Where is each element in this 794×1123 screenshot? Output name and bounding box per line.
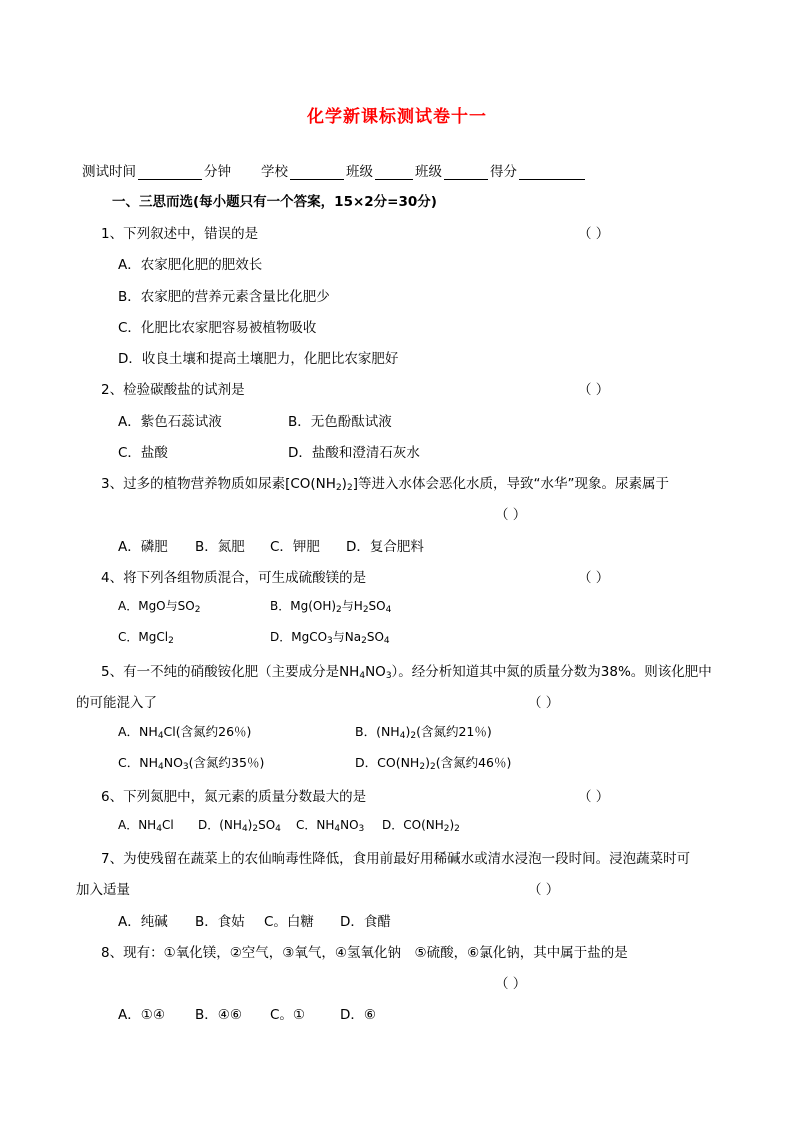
- minutes-label: 分钟: [204, 164, 231, 180]
- q5-d-text: D．CO(NH: [355, 755, 420, 770]
- question-7-stem: 7、为使残留在蔬菜上的农仙晌毒性降低，食用前最好用稀碱水或清水浸泡一段时间。浸泡蔬菜时可: [101, 851, 691, 867]
- q5-option-b[interactable]: B．$(NH_4)_2$(含氮约21％): [355, 724, 492, 741]
- q4-option-c[interactable]: C．MgCl$_2$: [118, 630, 174, 646]
- q6-d-text: D．CO(NH: [382, 818, 444, 832]
- q4-option-b[interactable]: B．$Mg(OH)_2$与$H_2SO_4$: [270, 599, 392, 615]
- q5-c-text: (含氮约35％): [188, 755, 265, 770]
- class-label-2: 班级: [415, 164, 442, 180]
- question-1-stem: 1、下列叙述中，错误的是: [101, 226, 259, 242]
- q6-b-text: SO: [258, 818, 276, 832]
- question-5-stem: 5、有一不纯的硝酸铵化肥（主要成分是$NH_4NO_3$）。经分析知道其中氮的质量分数为38%。则该化肥中: [101, 664, 712, 681]
- q5-a-text: Cl(含氮约26％): [163, 724, 252, 739]
- time-blank[interactable]: [138, 165, 202, 180]
- answer-paren-7[interactable]: （ ）: [528, 882, 560, 898]
- question-7-stem-wrap: 加入适量: [76, 882, 130, 898]
- q8-option-d[interactable]: D．⑥: [340, 1007, 376, 1023]
- q4-d-text: D．MgCO: [270, 630, 328, 644]
- q3-option-d[interactable]: D．复合肥料: [346, 539, 424, 555]
- q3-stem-part: 3、过多的植物营养物质如尿素[CO(NH: [101, 476, 336, 492]
- class-blank-1[interactable]: [375, 165, 413, 180]
- answer-paren-5[interactable]: （ ）: [528, 695, 560, 711]
- q1-option-d[interactable]: D．收良土壤和提高土壤肥力，化肥比农家肥好: [118, 351, 399, 367]
- q7-option-c[interactable]: C。白糖: [264, 914, 314, 930]
- q8-option-a[interactable]: A．①④: [118, 1007, 165, 1023]
- q4-option-d[interactable]: D．MgCO$_3$与$Na_2SO_4$: [270, 630, 390, 646]
- q5-c-text: NO: [163, 755, 183, 770]
- class-blank-2[interactable]: [444, 165, 488, 180]
- q3-option-a[interactable]: A．磷肥: [118, 539, 168, 555]
- q5-option-a[interactable]: A．$NH_4Cl$(含氮约26％): [118, 724, 252, 741]
- q6-a-text: Cl: [161, 818, 174, 832]
- page-title: 化学新课标测试卷十一: [307, 107, 487, 127]
- q6-d-text: ): [449, 818, 455, 832]
- q4-c-text: C．MgCl: [118, 630, 169, 644]
- question-5-stem-wrap: 的可能混入了: [76, 695, 157, 711]
- q6-c-text: NO: [340, 818, 359, 832]
- section-title: 一、三思而选(每小题只有一个答案，15×2分=30分): [112, 194, 437, 210]
- question-6-stem: 6、下列氮肥中，氮元素的质量分数最大的是: [101, 789, 367, 805]
- q3-option-c[interactable]: C．钾肥: [270, 539, 320, 555]
- school-label: 学校: [261, 164, 288, 180]
- q2-option-c[interactable]: C．盐酸: [118, 445, 168, 461]
- q2-option-d[interactable]: D．盐酸和澄清石灰水: [288, 445, 420, 461]
- q4-b-text: SO: [368, 599, 386, 613]
- q5-stem-part: 5、有一不纯的硝酸铵化肥（主要成分是NH: [101, 664, 360, 680]
- q3-stem-part: ]等进入水体会恶化水质，导致“水华”现象。尿素属于: [352, 476, 669, 492]
- header-info: [82, 160, 587, 180]
- question-2-stem: 2、检验碳酸盐的试剂是: [101, 382, 245, 398]
- q6-option-d[interactable]: D．$CO(NH_2)_2$: [382, 818, 460, 834]
- q7-option-b[interactable]: B．食姑: [195, 914, 245, 930]
- q5-d-text: ): [425, 755, 430, 770]
- q4-d-text: SO: [366, 630, 384, 644]
- time-label: 测试时间: [82, 164, 136, 180]
- q4-a-text: A．MgO与SO: [118, 599, 195, 613]
- q2-option-a[interactable]: A．紫色石蕊试液: [118, 414, 222, 430]
- q4-b-text: 与H: [341, 599, 363, 613]
- answer-paren-6[interactable]: （ ）: [578, 789, 610, 805]
- q5-a-text: A．NH: [118, 724, 158, 739]
- q8-option-b[interactable]: B．④⑥: [195, 1007, 242, 1023]
- q5-option-c[interactable]: C．$NH_4NO_3$(含氮约35％): [118, 755, 265, 772]
- answer-paren-3[interactable]: （ ）: [495, 507, 527, 523]
- q6-c-text: C．NH: [296, 818, 335, 832]
- class-label-1: 班级: [346, 164, 373, 180]
- q4-option-a[interactable]: A．MgO与$SO_2$: [118, 599, 201, 615]
- q5-stem-part: NO: [365, 664, 386, 680]
- q6-b-text: D．(NH: [198, 818, 242, 832]
- q1-option-c[interactable]: C．化肥比农家肥容易被植物吸收: [118, 320, 317, 336]
- q3-stem-part: ): [341, 476, 347, 492]
- question-4-stem: 4、将下列各组物质混合，可生成硫酸镁的是: [101, 570, 367, 586]
- q1-option-a[interactable]: A．农家肥化肥的肥效长: [118, 257, 263, 273]
- question-3-stem: 3、过多的植物营养物质如尿素$[CO(NH_2)_2]$等进入水体会恶化水质，导致“水华”现象。尿素属于: [101, 476, 669, 493]
- q5-c-text: C．NH: [118, 755, 158, 770]
- answer-paren-2[interactable]: （ ）: [578, 382, 610, 398]
- q6-option-c[interactable]: C．$NH_4NO_3$: [296, 818, 365, 834]
- answer-paren-4[interactable]: （ ）: [578, 570, 610, 586]
- q6-option-a[interactable]: A．$NH_4Cl$: [118, 818, 174, 834]
- q7-option-a[interactable]: A．纯碱: [118, 914, 168, 930]
- q5-stem-part: ）。经分析知道其中氮的质量分数为38%。则该化肥中: [391, 664, 712, 680]
- q2-option-b[interactable]: B．无色酚酞试液: [288, 414, 392, 430]
- answer-paren-8[interactable]: （ ）: [495, 976, 527, 992]
- answer-paren-1[interactable]: （ ）: [578, 226, 610, 242]
- score-label: 得分: [490, 164, 517, 180]
- q5-b-text: (含氮约21％): [416, 724, 492, 739]
- q4-d-text: 与Na: [332, 630, 362, 644]
- q5-b-text: B．(NH: [355, 724, 400, 739]
- q3-option-b[interactable]: B．氮肥: [195, 539, 245, 555]
- q5-b-text: ): [405, 724, 411, 739]
- q4-b-text: B．Mg(OH): [270, 599, 337, 613]
- question-8-stem: 8、现有：①氧化镁，②空气，③氧气，④氢氧化钠 ⑤硫酸，⑥氯化钠，其中属于盐的是: [101, 945, 628, 961]
- school-blank[interactable]: [290, 165, 344, 180]
- q1-option-b[interactable]: B．农家肥的营养元素含量比化肥少: [118, 289, 330, 305]
- q7-option-d[interactable]: D．食醋: [340, 914, 391, 930]
- q6-b-text: ): [247, 818, 253, 832]
- q6-a-text: A．NH: [118, 818, 157, 832]
- q5-d-text: (含氮约46％): [435, 755, 512, 770]
- score-blank[interactable]: [519, 165, 585, 180]
- q8-option-c[interactable]: C。①: [270, 1007, 306, 1023]
- q6-option-b[interactable]: D．$(NH_4)_2SO_4$: [198, 818, 281, 834]
- q5-option-d[interactable]: D．$CO(NH_2)_2$(含氮约46％): [355, 755, 512, 772]
